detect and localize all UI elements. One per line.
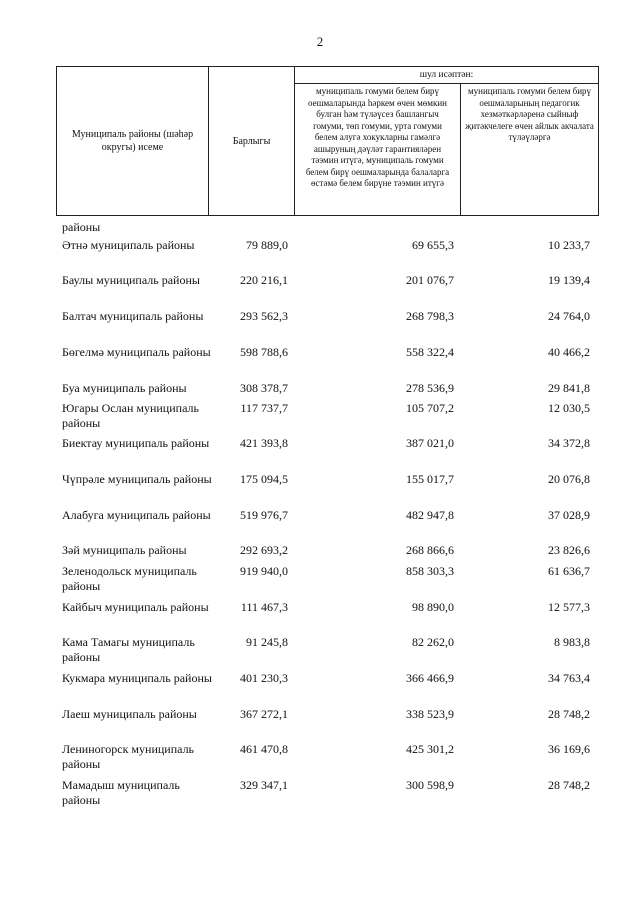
district-name: Лаеш муниципаль районы xyxy=(62,707,197,721)
general-education-value: 558 322,4 xyxy=(406,345,454,359)
district-name: Зәй муниципаль районы xyxy=(62,543,187,557)
class-teacher-value: 10 233,7 xyxy=(548,238,590,252)
total-value: 919 940,0 xyxy=(240,564,288,578)
table-row xyxy=(0,238,640,272)
total-value: 401 230,3 xyxy=(240,671,288,685)
district-name: Кама Тамагы муниципаль районы xyxy=(62,635,195,664)
table-row xyxy=(0,778,640,812)
class-teacher-value: 40 466,2 xyxy=(548,345,590,359)
district-name: Кайбыч муниципаль районы xyxy=(62,600,209,614)
district-name: Лениногорск муниципаль районы xyxy=(62,742,195,771)
general-education-value: 201 076,7 xyxy=(406,273,454,287)
header-general-education: муниципаль гомуми белем бирү оешмаларында һәркем өчен мөмкин булган һәм түләүсез башлангыч гомуми, төп гомуми, урта гомуми белем алугә хокукларны гамәлгә ашыруның дәүләт гарантияләрен тәэмин итүгә, муниципаль гомуми белем бирү оешмаларында балаларга өстәмә белем бирүне тәэмин итүгә xyxy=(295,84,461,216)
total-value: 519 976,7 xyxy=(240,508,288,522)
district-name: Зеленодольск муниципаль районы xyxy=(62,564,197,593)
table-row xyxy=(0,508,640,542)
total-value: 293 562,3 xyxy=(240,309,288,323)
class-teacher-value: 12 030,5 xyxy=(548,401,590,415)
total-value: 91 245,8 xyxy=(246,635,288,649)
continued-row-fragment: районы xyxy=(62,220,101,234)
total-value: 421 393,8 xyxy=(240,436,288,450)
total-value: 175 094,5 xyxy=(240,472,288,486)
district-name: Буа муниципаль районы xyxy=(62,381,187,395)
general-education-value: 300 598,9 xyxy=(406,778,454,792)
general-education-value: 858 303,3 xyxy=(406,564,454,578)
page-number: 2 xyxy=(316,34,324,49)
table-row xyxy=(0,309,640,343)
total-value: 329 347,1 xyxy=(240,778,288,792)
table-row xyxy=(0,436,640,470)
class-teacher-value: 28 748,2 xyxy=(548,778,590,792)
class-teacher-value: 29 841,8 xyxy=(548,381,590,395)
general-education-value: 338 523,9 xyxy=(406,707,454,721)
table-row xyxy=(0,401,640,435)
class-teacher-value: 20 076,8 xyxy=(548,472,590,486)
table-row xyxy=(0,345,640,379)
district-name: Чүпрәле муниципаль районы xyxy=(62,472,212,486)
table-row xyxy=(0,635,640,669)
district-name: Алабуга муниципаль районы xyxy=(62,508,211,522)
district-name: Югары Ослан муниципаль районы xyxy=(62,401,199,430)
total-value: 79 889,0 xyxy=(246,238,288,252)
general-education-value: 82 262,0 xyxy=(412,635,454,649)
district-name: Балтач муниципаль районы xyxy=(62,309,204,323)
class-teacher-value: 24 764,0 xyxy=(548,309,590,323)
class-teacher-value: 12 577,3 xyxy=(548,600,590,614)
total-value: 292 693,2 xyxy=(240,543,288,557)
total-value: 367 272,1 xyxy=(240,707,288,721)
district-name: Баулы муниципаль районы xyxy=(62,273,200,287)
general-education-value: 387 021,0 xyxy=(406,436,454,450)
table-row xyxy=(0,742,640,776)
header-district-name: Муниципаль районы (шәһәр округы) исеме xyxy=(57,67,209,216)
class-teacher-value: 36 169,6 xyxy=(548,742,590,756)
district-name: Биектау муниципаль районы xyxy=(62,436,210,450)
general-education-value: 98 890,0 xyxy=(412,600,454,614)
district-name: Мамадыш муниципаль районы xyxy=(62,778,180,807)
class-teacher-value: 19 139,4 xyxy=(548,273,590,287)
general-education-value: 482 947,8 xyxy=(406,508,454,522)
class-teacher-value: 23 826,6 xyxy=(548,543,590,557)
district-name: Әтнә муниципаль районы xyxy=(62,238,195,252)
table-row xyxy=(0,564,640,598)
table-row xyxy=(0,472,640,506)
general-education-value: 155 017,7 xyxy=(406,472,454,486)
general-education-value: 366 466,9 xyxy=(406,671,454,685)
total-value: 598 788,6 xyxy=(240,345,288,359)
total-value: 220 216,1 xyxy=(240,273,288,287)
general-education-value: 69 655,3 xyxy=(412,238,454,252)
table-row xyxy=(0,273,640,307)
total-value: 117 737,7 xyxy=(240,401,288,415)
header-class-teacher-payments: муниципаль гомуми белем бирү оешмаларының педагогик хезмәткәрләренә сыйныф җитәкчелеге өчен айлык акчалата түләүләргә xyxy=(461,84,599,216)
total-value: 111 467,3 xyxy=(240,600,288,614)
table-row xyxy=(0,707,640,741)
total-value: 308 378,7 xyxy=(240,381,288,395)
general-education-value: 425 301,2 xyxy=(406,742,454,756)
table-row xyxy=(0,600,640,634)
general-education-value: 105 707,2 xyxy=(406,401,454,415)
general-education-value: 268 798,3 xyxy=(406,309,454,323)
class-teacher-value: 8 983,8 xyxy=(554,635,590,649)
header-total: Барлыгы xyxy=(209,67,295,216)
header-of-which: шул исәптән: xyxy=(295,67,599,84)
class-teacher-value: 37 028,9 xyxy=(548,508,590,522)
class-teacher-value: 34 763,4 xyxy=(548,671,590,685)
class-teacher-value: 34 372,8 xyxy=(548,436,590,450)
class-teacher-value: 61 636,7 xyxy=(548,564,590,578)
total-value: 461 470,8 xyxy=(240,742,288,756)
general-education-value: 268 866,6 xyxy=(406,543,454,557)
district-name: Бөгелмә муниципаль районы xyxy=(62,345,211,359)
table-row xyxy=(0,671,640,705)
class-teacher-value: 28 748,2 xyxy=(548,707,590,721)
district-name: Кукмара муниципаль районы xyxy=(62,671,212,685)
general-education-value: 278 536,9 xyxy=(406,381,454,395)
